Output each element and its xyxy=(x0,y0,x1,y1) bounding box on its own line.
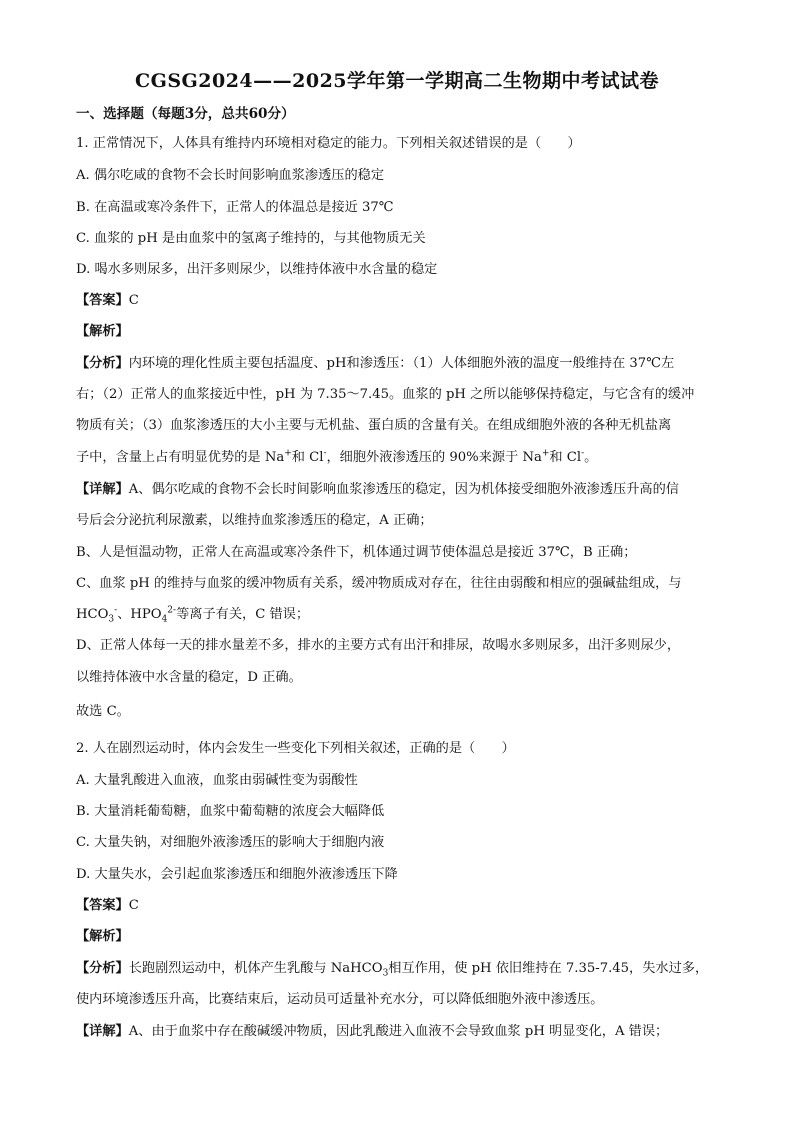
q2-option-c: C. 大量失钠，对细胞外液渗透压的影响大于细胞内液 xyxy=(76,835,385,850)
q1-xiangjie-line-5 xyxy=(76,605,724,625)
q1-answer xyxy=(76,291,724,311)
subscript: 4 xyxy=(161,614,168,625)
answer-value: C xyxy=(128,293,139,308)
q2-option-d: D. 大量失水，会引起血浆渗透压和细胞外液渗透压下降 xyxy=(76,867,398,882)
fenxi-tag: 【分析】 xyxy=(76,356,129,371)
q1-option-b: B. 在高温或寒冷条件下，正常人的体温总是接近 37℃ xyxy=(76,200,394,215)
xiangjie-text: A、由于血浆中存在酸碱缓冲物质，因此乳酸进入血液不会导致血浆 pH 明显变化，A 错误； xyxy=(128,1024,669,1039)
q2-fenxi-line-1 xyxy=(76,959,724,979)
xiangjie-text: 等离子有关，C 错误； xyxy=(176,607,310,622)
formula: HCO xyxy=(76,607,109,622)
xiangjie-text: A、偶尔吃咸的食物不会长时间影响血浆渗透压的稳定，因为机体接受细胞外液渗透压升高的信 xyxy=(128,482,679,497)
superscript: - xyxy=(581,448,585,459)
fenxi-text: 内环境的理化性质主要包括温度、pH和渗透压：（1）人体细胞外液的温度一般维持在 37℃左 xyxy=(128,356,675,371)
fenxi-text: 子中，含量上占有明显优势的是 Na xyxy=(76,450,285,465)
q1-fenxi-line-1 xyxy=(76,354,724,374)
fenxi-text: 和 Cl xyxy=(549,450,582,465)
q1-option-c: C. 血浆的 pH 是由血浆中的氢离子维持的，与其他物质无关 xyxy=(76,231,426,246)
q1-xiangjie-line-3: B、人是恒温动物，正常人在高温或寒冷条件下，机体通过调节使体温总是接近 37℃，B 正确； xyxy=(76,545,637,560)
superscript: 2- xyxy=(167,605,177,616)
q1-xiangjie-line-4: C、血浆 pH 的维持与血浆的缓冲物质有关系，缓冲物质成对存在，往往由弱酸和相应的强碱盐组成，与 xyxy=(76,576,682,591)
fenxi-text: 长跑剧烈运动中，机体产生乳酸与 NaHCO xyxy=(128,961,383,976)
q1-fenxi-line-2: 右；（2）正常人的血浆接近中性，pH 为 7.35～7.45。血浆的 pH 之所以能够保持稳定，与它含有的缓冲 xyxy=(76,387,695,402)
q1-fenxi-line-4 xyxy=(76,448,724,468)
q2-stem: 2. 人在剧烈运动时，体内会发生一些变化下列相关叙述，正确的是（ ） xyxy=(76,741,515,756)
superscript: - xyxy=(114,605,118,616)
fenxi-text: 相互作用，使 pH 依旧维持在 7.35-7.45，失水过多， xyxy=(388,961,709,976)
q1-conclusion: 故选 C。 xyxy=(76,704,130,719)
q2-answer xyxy=(76,896,724,916)
formula: 、HPO xyxy=(117,607,162,622)
xiangjie-tag: 【详解】 xyxy=(76,482,129,497)
answer-tag: 【答案】 xyxy=(76,898,129,913)
subscript: 3 xyxy=(108,614,115,625)
fenxi-text: 。 xyxy=(584,450,598,465)
superscript: + xyxy=(284,448,292,459)
fenxi-text: 和 Cl xyxy=(291,450,324,465)
page-title: CGSG2024——2025学年第一学期高二生物期中考试试卷 xyxy=(134,70,660,92)
answer-tag: 【答案】 xyxy=(76,293,129,308)
q1-stem: 1. 正常情况下，人体具有维持内环境相对稳定的能力。下列相关叙述错误的是（ ） xyxy=(76,136,581,151)
answer-value: C xyxy=(128,898,139,913)
superscript: + xyxy=(541,448,550,459)
q2-fenxi-line-2: 使内环境渗透压升高，比赛结束后，运动员可适量补充水分，可以降低细胞外液中渗透压。 xyxy=(76,992,604,1007)
q1-option-d: D. 喝水多则尿多，出汗多则尿少，以维持体液中水含量的稳定 xyxy=(76,262,438,277)
q1-xiangjie-line-2: 号后会分泌抗利尿激素，以维持血浆渗透压的稳定，A 正确； xyxy=(76,513,433,528)
q1-xiangjie-line-1 xyxy=(76,480,724,500)
q1-option-a: A. 偶尔吃咸的食物不会长时间影响血浆渗透压的稳定 xyxy=(76,168,385,183)
q2-option-a: A. 大量乳酸进入血液，血浆由弱碱性变为弱酸性 xyxy=(76,773,358,788)
fenxi-text: ，细胞外液渗透压的 90%来源于 Na xyxy=(326,450,542,465)
q1-xiangjie-line-6: D、正常人体每一天的排水量差不多，排水的主要方式有出汗和排尿，故喝水多则尿多，出汗多则尿少， xyxy=(76,638,681,653)
subscript: 3 xyxy=(382,968,389,979)
xiangjie-tag: 【详解】 xyxy=(76,1024,129,1039)
section-heading: 一、选择题（每题3分，总共60分） xyxy=(76,106,295,122)
superscript: - xyxy=(323,448,327,459)
q1-xiangjie-line-7: 以维持体液中水含量的稳定，D 正确。 xyxy=(76,670,302,685)
q1-fenxi-line-3: 物质有关；（3）血浆渗透压的大小主要与无机盐、蛋白质的含量有关。在组成细胞外液的各种无机盐离 xyxy=(76,418,672,433)
q2-option-b: B. 大量消耗葡萄糖，血浆中葡萄糖的浓度会大幅降低 xyxy=(76,804,385,819)
q1-jiexi-tag: 【解析】 xyxy=(76,324,129,339)
q2-jiexi-tag: 【解析】 xyxy=(76,929,129,944)
q2-xiangjie-line-1 xyxy=(76,1022,724,1042)
fenxi-tag: 【分析】 xyxy=(76,961,129,976)
